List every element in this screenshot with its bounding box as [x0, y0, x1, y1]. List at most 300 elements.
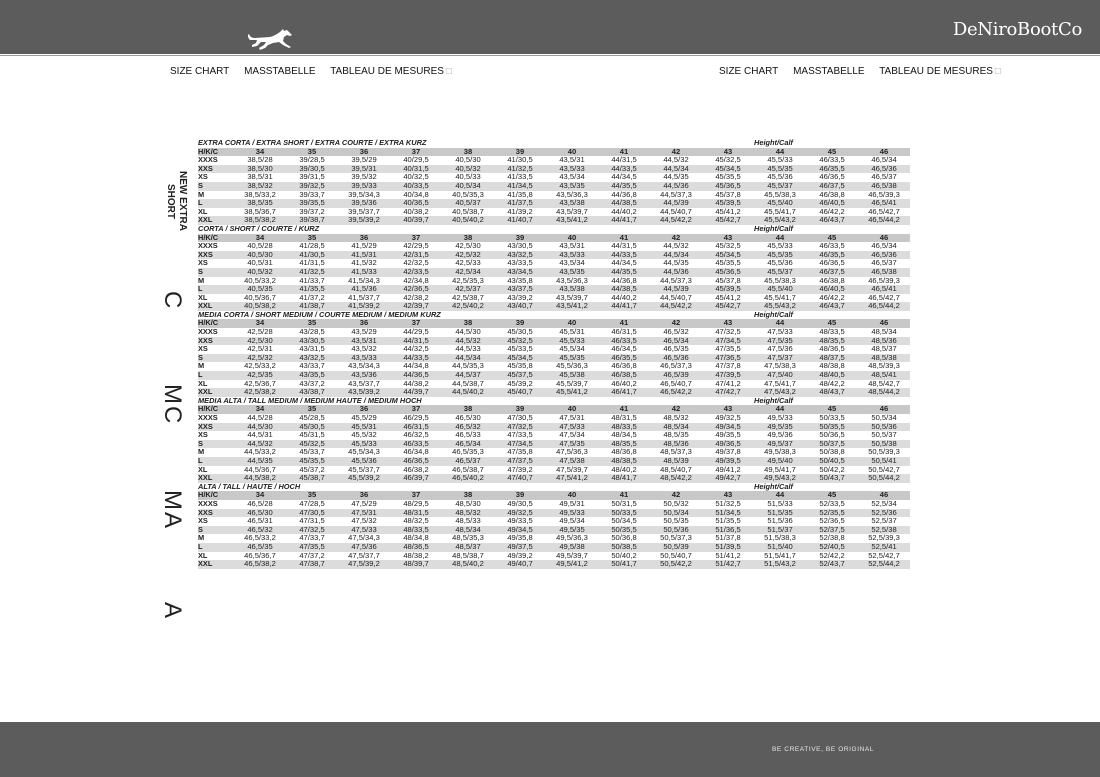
row-size-label: XL: [198, 293, 208, 302]
table-cell: 42,5/28: [247, 328, 273, 337]
table-cell: 44,5/42,2: [650, 216, 702, 225]
table-cell: 44,5/34: [650, 251, 702, 260]
table-cell: 45/30,5: [286, 423, 338, 432]
column-header-size: 40: [546, 405, 598, 414]
table-cell: 45/31,5: [299, 431, 325, 440]
table-cell: 48,5/34: [650, 423, 702, 432]
table-cell: 45/35,5: [715, 173, 741, 182]
column-header-size: 44: [754, 148, 806, 157]
table-cell: 49,5/38: [546, 543, 598, 552]
table-cell: 39,5/32: [351, 173, 377, 182]
column-header-size: 34: [234, 405, 286, 414]
table-cell: 47,5/39,7: [556, 465, 588, 474]
table-cell: 39/31,5: [299, 173, 325, 182]
table-cell: 52/42,2: [819, 551, 845, 560]
table-row: [198, 259, 910, 268]
height-calf-label: Height/Calf: [754, 139, 794, 147]
title-tableau: TABLEAU DE MESURES: [879, 66, 993, 77]
table-cell: 46,5/28: [247, 499, 273, 508]
table-cell: 42,5/37: [442, 285, 494, 294]
table-cell: 50,5/44,2: [858, 474, 910, 483]
column-header-size: 40: [546, 491, 598, 500]
table-cell: 47,5/37,7: [348, 551, 380, 560]
table-cell: 46,5/35: [663, 345, 689, 354]
table-cell: 50,5/39,3: [868, 448, 900, 457]
table-row: [198, 251, 910, 260]
table-cell: 38,5/36,7: [244, 207, 276, 216]
table-cell: 45/34,5: [702, 165, 754, 174]
table-cell: 40,5/35,3: [452, 190, 484, 199]
table-cell: 41,5/29: [351, 242, 377, 251]
table-cell: 51/37,8: [715, 534, 741, 543]
table-cell: 42/33,5: [390, 268, 442, 277]
table-cell: 45/39,2: [507, 379, 533, 388]
table-cell: 43/37,2: [299, 379, 325, 388]
row-size-label: XXXS: [198, 156, 218, 165]
horse-logo-icon: [246, 26, 298, 52]
table-cell: 46/36,5: [819, 259, 845, 268]
table-cell: 49,5/41,2: [546, 560, 598, 569]
table-cell: 44/36,8: [611, 276, 637, 285]
table-cell: 44,5/37: [442, 371, 494, 380]
table-cell: 49/33,5: [507, 517, 533, 526]
table-row: [198, 552, 910, 561]
table-cell: 39,5/31: [338, 165, 390, 174]
table-cell: 46/43,7: [806, 302, 858, 311]
table-cell: 48/38,5: [598, 457, 650, 466]
table-cell: 41/32,5: [494, 165, 546, 174]
table-cell: 46,5/42,7: [868, 207, 900, 216]
table-cell: 51,5/41,7: [764, 551, 796, 560]
table-cell: 43/34,5: [494, 268, 546, 277]
table-cell: 40,5/33: [455, 173, 481, 182]
table-cell: 44,5/28: [247, 414, 273, 422]
table-cell: 46/35,5: [598, 354, 650, 363]
table-cell: 46,5/38,7: [452, 465, 484, 474]
table-cell: 48/36,8: [611, 448, 637, 457]
table-cell: 48,5/44,2: [858, 388, 910, 397]
column-header-size: 46: [858, 491, 910, 500]
table-cell: 49/35,8: [507, 534, 533, 543]
table-cell: 50,5/39: [650, 543, 702, 552]
column-header-size: 41: [598, 405, 650, 414]
table-cell: 52,5/36: [858, 509, 910, 518]
table-cell: 44/38,5: [598, 199, 650, 208]
column-header-size: 46: [858, 234, 910, 243]
table-cell: 52/37,5: [806, 526, 858, 535]
table-cell: 49/35,5: [715, 431, 741, 440]
column-header-size: 39: [494, 319, 546, 328]
table-cell: 47/40,7: [494, 474, 546, 483]
table-row: [198, 294, 910, 303]
table-cell: 41,5/36: [338, 285, 390, 294]
table-cell: 51/32,5: [715, 499, 741, 508]
table-cell: 46,5/37: [871, 259, 897, 268]
table-cell: 52/36,5: [819, 517, 845, 526]
table-cell: 45,5/29: [351, 414, 377, 422]
row-size-label: L: [198, 285, 234, 294]
column-header-row: [198, 319, 910, 328]
table-cell: 48,5/40,2: [442, 560, 494, 569]
table-cell: 51,5/38,3: [764, 534, 796, 543]
table-cell: 40,5/38,7: [452, 207, 484, 216]
table-cell: 41/38,7: [286, 302, 338, 311]
table-cell: 49/39,2: [507, 551, 533, 560]
table-cell: 48/31,5: [611, 414, 637, 422]
table-row: [198, 345, 910, 354]
table-cell: 39,5/36: [338, 199, 390, 208]
page-titles-right: [719, 66, 1013, 77]
table-cell: 44,5/32: [442, 337, 494, 346]
table-cell: 50/40,2: [611, 551, 637, 560]
table-cell: 52/43,7: [806, 560, 858, 569]
table-cell: 50,5/42,2: [650, 560, 702, 569]
table-cell: 43/37,5: [494, 285, 546, 294]
table-cell: 50/35,5: [806, 423, 858, 432]
table-cell: 52,5/37: [871, 517, 897, 526]
table-cell: 50/33,5: [598, 509, 650, 518]
column-header-size: 44: [754, 234, 806, 243]
table-cell: 44/29,5: [403, 328, 429, 337]
title-masstabelle: MASSTABELLE: [244, 66, 316, 77]
row-size-label: XXL: [198, 216, 234, 225]
table-cell: 49/37,8: [715, 448, 741, 457]
table-cell: 42,5/34: [442, 268, 494, 277]
table-cell: 40/34,8: [403, 190, 429, 199]
table-cell: 47/37,2: [299, 551, 325, 560]
title-glyph: □: [994, 66, 1001, 77]
table-cell: 44/33,5: [598, 165, 650, 174]
section-title-row: [198, 311, 910, 320]
side-label-extra-short: NEW EXTRA SHORT: [165, 171, 188, 231]
table-row: [198, 509, 910, 518]
table-cell: 49,5/41,7: [764, 465, 796, 474]
footer-slogan: BE CREATIVE, BE ORIGINAL: [772, 746, 875, 753]
table-row: [198, 543, 910, 552]
table-cell: 46/41,7: [598, 388, 650, 397]
brand-name: DeNiroBootCo: [952, 19, 1082, 40]
title-masstabelle: MASSTABELLE: [793, 66, 865, 77]
table-cell: 52/38,8: [819, 534, 845, 543]
column-header-size: 43: [702, 405, 754, 414]
table-cell: 50/31,5: [611, 499, 637, 508]
table-cell: 42/39,7: [390, 302, 442, 311]
column-header-size: 34: [234, 234, 286, 243]
table-cell: 45/35,5: [286, 457, 338, 466]
table-cell: 52/33,5: [819, 499, 845, 508]
table-cell: 47/32,5: [286, 526, 338, 535]
table-cell: 46,5/40,2: [442, 474, 494, 483]
section-title: MEDIA CORTA / SHORT MEDIUM / COURTE MEDIUM / MEDIUM KURZ: [198, 310, 441, 319]
table-cell: 41/37,5: [494, 199, 546, 208]
table-row: [198, 208, 910, 217]
table-cell: 45/42,7: [702, 216, 754, 225]
table-cell: 44,5/40,7: [660, 293, 692, 302]
table-cell: 43/38,7: [286, 388, 338, 397]
table-cell: 50,5/32: [663, 499, 689, 508]
table-row: [198, 242, 910, 251]
table-cell: 44,5/42,2: [650, 302, 702, 311]
table-cell: 44/35,5: [598, 268, 650, 277]
table-cell: 44/36,5: [390, 371, 442, 380]
table-cell: 46/37,5: [806, 182, 858, 191]
table-cell: 45/32,5: [494, 337, 546, 346]
row-size-label: XXS: [198, 251, 234, 260]
table-cell: 50,5/36: [858, 423, 910, 432]
row-size-label: S: [198, 354, 234, 363]
table-cell: 52,5/34: [871, 499, 897, 508]
row-size-label: M: [198, 276, 205, 285]
table-cell: 51/34,5: [702, 509, 754, 518]
table-cell: 43,5/36: [338, 371, 390, 380]
table-cell: 41/40,7: [494, 216, 546, 225]
table-cell: 51,5/33: [767, 499, 793, 508]
column-header-size: 34: [234, 148, 286, 157]
table-cell: 45,5/39,2: [338, 474, 390, 483]
table-cell: 46,5/31: [247, 517, 273, 526]
table-cell: 44,5/35: [663, 173, 689, 182]
table-row: [198, 182, 910, 191]
table-cell: 46/36,5: [819, 173, 845, 182]
table-cell: 46,5/36: [858, 165, 910, 174]
table-cell: 45,5/33: [338, 440, 390, 449]
table-row: [198, 457, 910, 466]
table-cell: 51/36,5: [702, 526, 754, 535]
column-header-size: 44: [754, 491, 806, 500]
table-cell: 43,5/35: [546, 182, 598, 191]
table-cell: 48/37,5: [806, 354, 858, 363]
table-cell: 44,5/33,2: [244, 448, 276, 457]
column-header-size: 45: [806, 491, 858, 500]
table-row: [198, 199, 910, 208]
column-header-size: 41: [598, 491, 650, 500]
table-cell: 44,5/31: [247, 431, 273, 440]
table-cell: 46/31,5: [390, 423, 442, 432]
table-cell: 39/32,5: [286, 182, 338, 191]
column-header-size: 41: [598, 319, 650, 328]
table-cell: 45/39,5: [702, 285, 754, 294]
table-cell: 46,5/41: [858, 285, 910, 294]
table-cell: 51/41,2: [715, 551, 741, 560]
table-cell: 41,5/31: [338, 251, 390, 260]
table-cell: 40,5/32: [442, 165, 494, 174]
table-cell: 39,5/33: [338, 182, 390, 191]
table-cell: 50,5/34: [650, 509, 702, 518]
table-cell: 44/34,8: [403, 362, 429, 371]
table-row: [198, 560, 910, 569]
table-cell: 48,5/39,3: [868, 362, 900, 371]
table-cell: 42/34,8: [403, 276, 429, 285]
table-cell: 45/41,2: [715, 207, 741, 216]
table-cell: 41/37,2: [299, 293, 325, 302]
column-header-size: 43: [702, 319, 754, 328]
table-cell: 50/42,2: [819, 465, 845, 474]
table-cell: 52,5/38: [858, 526, 910, 535]
table-cell: 44/33,5: [390, 354, 442, 363]
table-cell: 42/29,5: [403, 242, 429, 251]
table-cell: 41/35,8: [507, 190, 533, 199]
column-header-size: 41: [598, 148, 650, 157]
table-cell: 48,5/32: [442, 509, 494, 518]
table-cell: 42,5/31: [247, 345, 273, 354]
table-cell: 43/35,5: [286, 371, 338, 380]
table-cell: 45/37,5: [494, 371, 546, 380]
table-cell: 45,5/43,2: [754, 302, 806, 311]
table-cell: 41,5/32: [351, 259, 377, 268]
table-cell: 48,5/37: [871, 345, 897, 354]
table-cell: 45,5/36: [767, 173, 793, 182]
page-titles-left: [170, 66, 464, 77]
table-cell: 47/33,5: [507, 431, 533, 440]
table-cell: 48,5/38: [858, 354, 910, 363]
table-cell: 41/35,5: [286, 285, 338, 294]
row-size-label: XS: [198, 345, 208, 354]
table-cell: 47,5/38,3: [764, 362, 796, 371]
column-header-size: 36: [338, 319, 390, 328]
table-cell: 46,5/40,7: [660, 379, 692, 388]
table-cell: 46,5/37: [871, 173, 897, 182]
table-cell: 49/32,5: [715, 414, 741, 422]
table-cell: 49,5/33: [546, 509, 598, 518]
table-cell: 41/39,2: [507, 207, 533, 216]
table-cell: 43,5/33: [546, 165, 598, 174]
column-header-size: 38: [442, 234, 494, 243]
table-cell: 45,5/37: [754, 182, 806, 191]
table-row: [198, 534, 910, 543]
table-cell: 47/38,7: [286, 560, 338, 569]
table-cell: 50,5/41: [858, 457, 910, 466]
table-row: [198, 466, 910, 475]
table-cell: 41/31,5: [299, 259, 325, 268]
table-cell: 50/40,5: [806, 457, 858, 466]
table-cell: 41,5/33: [338, 268, 390, 277]
table-cell: 48/36,5: [819, 345, 845, 354]
row-size-label: XXXS: [198, 414, 218, 422]
table-cell: 46,5/32: [663, 328, 689, 337]
table-cell: 50/36,8: [611, 534, 637, 543]
table-cell: 44/41,7: [598, 216, 650, 225]
table-cell: 48,5/30: [455, 499, 481, 508]
row-size-label: XL: [198, 465, 208, 474]
table-cell: 43/35,8: [507, 276, 533, 285]
table-cell: 51/42,7: [702, 560, 754, 569]
table-cell: 46/35,5: [806, 251, 858, 260]
table-cell: 45,5/41,2: [546, 388, 598, 397]
table-cell: 50,5/37,3: [660, 534, 692, 543]
row-size-label: XXXS: [198, 328, 218, 337]
table-cell: 45/37,8: [715, 276, 741, 285]
column-header-size: 43: [702, 234, 754, 243]
table-cell: 42,5/36,7: [244, 379, 276, 388]
row-size-label: M: [198, 362, 205, 371]
column-header-size: 36: [338, 234, 390, 243]
row-size-label: XS: [198, 259, 208, 268]
table-cell: 45,5/37,7: [348, 465, 380, 474]
table-cell: 49/39,5: [702, 457, 754, 466]
row-size-label: L: [198, 543, 234, 552]
column-header-hkc: H/K/C: [198, 491, 234, 500]
table-row: [198, 388, 910, 397]
row-size-label: XXXS: [198, 499, 218, 508]
table-cell: 49,5/33: [767, 414, 793, 422]
table-cell: 45,5/31: [338, 423, 390, 432]
table-cell: 47,5/38: [546, 457, 598, 466]
table-cell: 46,5/38,2: [234, 560, 286, 569]
table-cell: 50,5/35: [663, 517, 689, 526]
height-calf-label: Height/Calf: [754, 310, 794, 319]
column-header-size: 34: [234, 491, 286, 500]
table-cell: 51,5/43,2: [754, 560, 806, 569]
table-cell: 48/34,5: [611, 431, 637, 440]
table-cell: 44/31,5: [611, 156, 637, 165]
table-cell: 45,5/38,3: [764, 190, 796, 199]
table-row: [198, 526, 910, 535]
table-cell: 46,5/39: [650, 371, 702, 380]
table-cell: 48,5/39: [650, 457, 702, 466]
column-header-size: 35: [286, 234, 338, 243]
column-header-size: 42: [650, 491, 702, 500]
table-cell: 45/32,5: [715, 242, 741, 251]
table-cell: 42/36,5: [390, 285, 442, 294]
column-header-size: 38: [442, 491, 494, 500]
table-cell: 43/33,7: [299, 362, 325, 371]
column-header-size: 40: [546, 234, 598, 243]
table-cell: 49,5/35: [754, 423, 806, 432]
column-header-size: 42: [650, 148, 702, 157]
table-cell: 45/36,5: [702, 268, 754, 277]
section-title: ALTA / TALL / HAUTE / HOCH: [198, 482, 301, 491]
table-cell: 47,5/37: [754, 354, 806, 363]
table-cell: 52/40,5: [806, 543, 858, 552]
table-cell: 47,5/33: [546, 423, 598, 432]
table-cell: 46,5/33: [455, 431, 481, 440]
table-cell: 46,5/42,7: [868, 293, 900, 302]
height-calf-label: Height/Calf: [754, 482, 794, 491]
table-cell: 45/40,7: [494, 388, 546, 397]
table-cell: 48/38,2: [403, 551, 429, 560]
table-cell: 40,5/32: [234, 268, 286, 277]
table-cell: 42,5/32: [234, 354, 286, 363]
table-cell: 44,5/34: [650, 165, 702, 174]
table-cell: 40/39,7: [390, 216, 442, 225]
title-glyph: □: [445, 66, 452, 77]
height-calf-label: Height/Calf: [754, 396, 794, 405]
table-cell: 46,5/30: [455, 414, 481, 422]
table-cell: 46,5/39,3: [868, 190, 900, 199]
table-cell: 48/34,8: [403, 534, 429, 543]
table-cell: 41/33,5: [507, 173, 533, 182]
table-cell: 46/31,5: [611, 328, 637, 337]
column-header-size: 39: [494, 491, 546, 500]
table-cell: 46/33,5: [819, 242, 845, 251]
table-cell: 47,5/33: [767, 328, 793, 337]
column-header-size: 45: [806, 148, 858, 157]
table-cell: 40/32,5: [403, 173, 429, 182]
height-calf-label: Height/Calf: [754, 224, 794, 233]
table-cell: 48,5/41: [858, 371, 910, 380]
table-cell: 48,5/37: [442, 543, 494, 552]
column-header-size: 46: [858, 319, 910, 328]
table-cell: 39,5/34,3: [348, 190, 380, 199]
table-row: [198, 302, 910, 311]
section-title-row: [198, 397, 910, 406]
title-size-chart: SIZE CHART: [719, 66, 779, 77]
table-cell: 46,5/38: [858, 182, 910, 191]
table-cell: 46/39,7: [390, 474, 442, 483]
table-cell: 47/28,5: [299, 499, 325, 508]
row-size-label: L: [198, 199, 234, 208]
column-header-size: 40: [546, 148, 598, 157]
